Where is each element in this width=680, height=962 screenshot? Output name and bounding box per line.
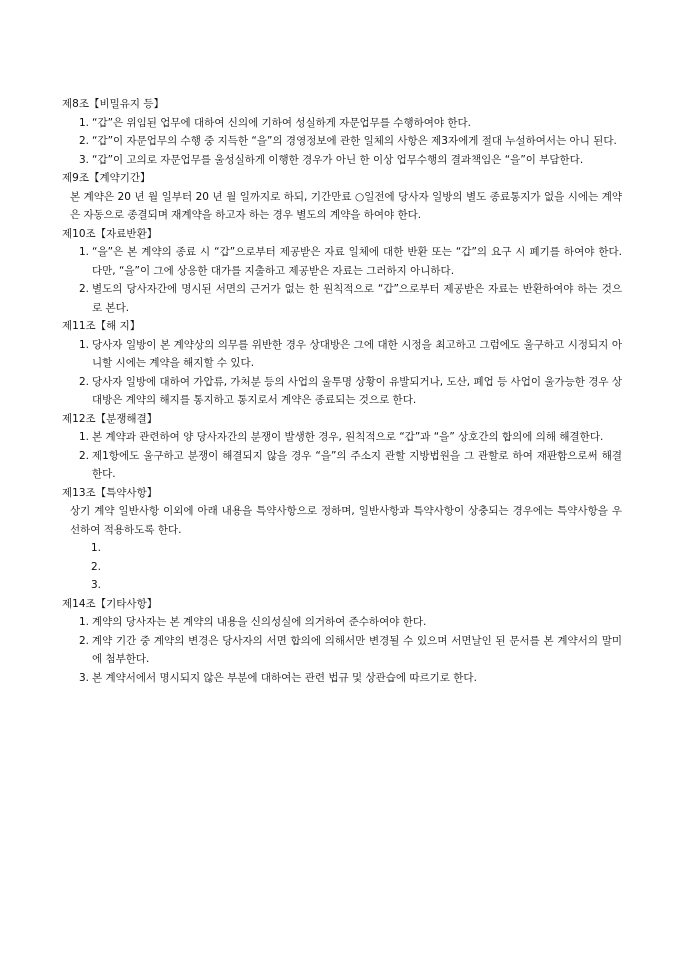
blank-list-item: 3. — [91, 579, 102, 591]
article-12 — [62, 410, 622, 484]
item-text: 본 계약과 관련하여 양 당사자간의 분쟁이 발생한 경우, 원칙적으로 “갑”과 “을” 상호간의 합의에 의해 해결한다. — [92, 431, 604, 443]
article-title: 제13조【특약사항】 — [62, 486, 158, 499]
article-14 — [62, 595, 622, 688]
article-8 — [62, 95, 622, 169]
article-title: 제14조【기타사항】 — [62, 597, 158, 610]
list-item — [62, 632, 622, 669]
item-number: 3. — [79, 671, 90, 684]
item-number: 3. — [79, 153, 90, 166]
item-number: 2. — [79, 135, 90, 147]
item-text: 본 계약서에서 명시되지 않은 부분에 대하여는 관련 법규 및 상관습에 따르기로 한다. — [92, 671, 477, 684]
item-text: 계약 기간 중 계약의 변경은 당사자의 서면 합의에 의해서만 변경될 수 있으며 서면날인 된 문서를 본 계약서의 말미에 첨부한다. — [92, 634, 622, 665]
list-item — [62, 280, 622, 317]
item-text: “갑”은 위임된 업무에 대하여 신의에 기하여 성실하게 자문업무를 수행하여야 한다. — [92, 116, 471, 129]
article-13 — [62, 484, 622, 595]
article-title: 제12조【분쟁해결】 — [62, 412, 158, 425]
item-text: 제1항에도 울구하고 분쟁이 해결되지 않을 경우 “을”의 주소지 관할 지방법원을 그 관할로 하여 재판함으로써 해결한다. — [92, 449, 622, 480]
article-title: 제10조【자료반환】 — [62, 227, 158, 240]
item-text: “을”은 본 계약의 종료 시 “갑”으로부터 제공받은 자료 일체에 대한 반환 또는 “갑”의 요구 시 폐기를 하여야 한다. 다만, “을”이 그에 상응한 대가를 지출하고 제공받은 자료는 그러하지 아니하다. — [92, 246, 622, 277]
contract-page — [62, 95, 622, 687]
list-item — [62, 613, 622, 632]
article-10 — [62, 225, 622, 318]
list-item — [62, 243, 622, 280]
list-item — [62, 132, 622, 151]
item-text: 당사자 일방에 대하여 가압류, 가처분 등의 사업의 울투명 상황이 유발되거나, 도산, 폐업 등 사업이 울가능한 경우 상대방은 계약의 해지를 통지하고 통지로서 계약은 종료되는 것으로 한다. — [92, 375, 622, 406]
item-text: 별도의 당사자간에 명시된 서면의 근거가 없는 한 원칙적으로 “갑”으로부터 제공받은 자료는 반환하여야 하는 것으로 본다. — [92, 283, 622, 314]
blank-list-item: 1. — [91, 542, 102, 554]
article-title: 제9조【계약기간】 — [62, 172, 151, 184]
item-number: 1. — [79, 431, 90, 443]
item-text: 계약의 당사자는 본 계약의 내용을 신의성실에 의거하여 준수하여야 한다. — [92, 616, 427, 628]
article-9 — [62, 169, 622, 225]
list-item — [62, 336, 622, 373]
article-title: 제8조【비밀유지 등】 — [62, 98, 165, 110]
list-item — [62, 114, 622, 133]
list-item — [62, 669, 622, 688]
item-number: 2. — [79, 449, 90, 462]
item-text: “갑”이 고의로 자문업무를 울성실하게 이행한 경우가 아닌 한 이상 업무수행의 결과책임은 “을”이 부담한다. — [92, 153, 584, 166]
item-text: “갑”이 자문업무의 수행 중 지득한 “을”의 경영정보에 관한 일체의 사항은 제3자에게 절대 누설하여서는 아니 된다. — [92, 135, 617, 147]
item-number: 2. — [79, 634, 90, 647]
item-number: 2. — [79, 283, 90, 295]
item-number: 1. — [79, 116, 90, 129]
list-item — [62, 428, 622, 447]
list-item — [62, 373, 622, 410]
blank-list-item: 2. — [91, 560, 102, 573]
item-number: 1. — [79, 246, 90, 258]
list-item — [62, 447, 622, 484]
item-number: 1. — [79, 616, 90, 628]
list-item — [62, 151, 622, 170]
article-11 — [62, 317, 622, 410]
article-paragraph: 본 계약은 20 년 월 일부터 20 년 월 일까지로 하되, 기간만료 ○일전에 당사자 일방의 별도 종료통지가 없을 시에는 계약은 자동으로 종결되며 재계약을 하고자 하는 경우 별도의 계약을 하여야 한다. — [70, 190, 622, 221]
article-paragraph: 상기 계약 일반사항 이외에 아래 내용을 특약사항으로 정하며, 일반사항과 특약사항이 상충되는 경우에는 특약사항을 우선하여 적용하도록 한다. — [70, 505, 622, 536]
item-text: 당사자 일방이 본 계약상의 의무를 위반한 경우 상대방은 그에 대한 시정을 최고하고 그럼에도 울구하고 시정되지 아니할 시에는 계약을 해지할 수 있다. — [92, 338, 622, 369]
item-number: 2. — [79, 375, 90, 388]
item-number: 1. — [79, 338, 90, 351]
article-title: 제11조【해 지】 — [62, 320, 141, 332]
